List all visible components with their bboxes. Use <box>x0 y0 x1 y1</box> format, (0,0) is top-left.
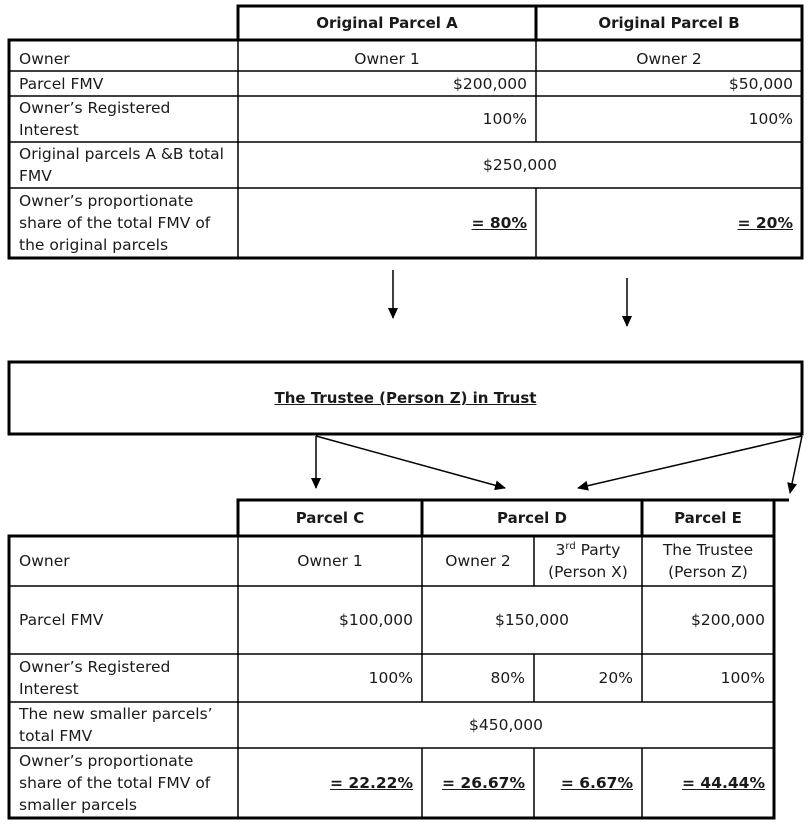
parcel-e-interest: 100% <box>720 669 765 687</box>
parcel-c-share: = 22.22% <box>330 774 413 792</box>
parcel-d-third-party-interest: 20% <box>598 669 633 687</box>
header-parcel-d: Parcel D <box>497 509 567 527</box>
parcel-e-owner-line2: (Person Z) <box>668 563 748 581</box>
third-party-line1: 3rd Party <box>555 540 621 559</box>
parcel-e-owner <box>642 536 774 586</box>
new-parcels-total-fmv: $450,000 <box>469 716 543 734</box>
third-party-line2: (Person X) <box>548 563 628 581</box>
parcel-a-share: = 80% <box>471 214 527 232</box>
row-label-total-fmv: Original parcels A &B total FMV <box>19 145 224 185</box>
row-label-registered-interest-bottom: Owner’s Registered Interest <box>19 658 171 698</box>
row-label-new-total-fmv: The new smaller parcels’ total FMV <box>19 705 213 745</box>
parcel-e-owner-line1: The Trustee <box>662 541 754 559</box>
parcel-a-owner: Owner 1 <box>354 49 420 68</box>
parcel-b-interest: 100% <box>748 110 793 128</box>
parcel-b-share: = 20% <box>737 214 793 232</box>
header-original-parcel-b: Original Parcel B <box>598 14 740 32</box>
parcel-b-fmv: $50,000 <box>728 74 793 93</box>
parcel-b-owner: Owner 2 <box>636 49 702 68</box>
row-label-proportionate-share-bottom: Owner’s proportionate share of the total FMV of smaller parcels <box>19 752 211 814</box>
parcel-c-owner: Owner 1 <box>297 552 363 570</box>
parcel-c-fmv: $100,000 <box>339 611 413 629</box>
row-label-parcel-fmv: Parcel FMV <box>19 74 104 93</box>
parcel-e-share: = 44.44% <box>682 774 765 792</box>
parcel-a-interest: 100% <box>482 110 527 128</box>
row-label-owner: Owner <box>19 49 70 68</box>
row-label-parcel-fmv-bottom: Parcel FMV <box>19 611 104 629</box>
parcel-d-owner-2: Owner 2 <box>445 552 511 570</box>
trustee-trust-box: The Trustee (Person Z) in Trust <box>274 389 537 407</box>
parcel-d-owner2-interest: 80% <box>490 669 525 687</box>
parcel-c-interest: 100% <box>368 669 413 687</box>
parcel-d-third-party <box>534 536 642 586</box>
row-label-registered-interest: Owner’s Registered Interest <box>19 99 171 139</box>
parcel-a-fmv: $200,000 <box>453 74 527 93</box>
header-parcel-c: Parcel C <box>295 509 365 527</box>
parcel-d-owner2-share: = 26.67% <box>442 774 525 792</box>
row-label-owner-bottom: Owner <box>19 552 70 570</box>
parcel-d-third-party-share: = 6.67% <box>560 774 633 792</box>
header-parcel-e: Parcel E <box>674 509 742 527</box>
parcel-d-fmv: $150,000 <box>495 611 569 629</box>
row-label-proportionate-share: Owner’s proportionate share of the total FMV of the original parcels <box>19 192 211 254</box>
parcel-e-fmv: $200,000 <box>691 611 765 629</box>
header-original-parcel-a: Original Parcel A <box>316 14 458 32</box>
original-total-fmv: $250,000 <box>483 156 557 174</box>
